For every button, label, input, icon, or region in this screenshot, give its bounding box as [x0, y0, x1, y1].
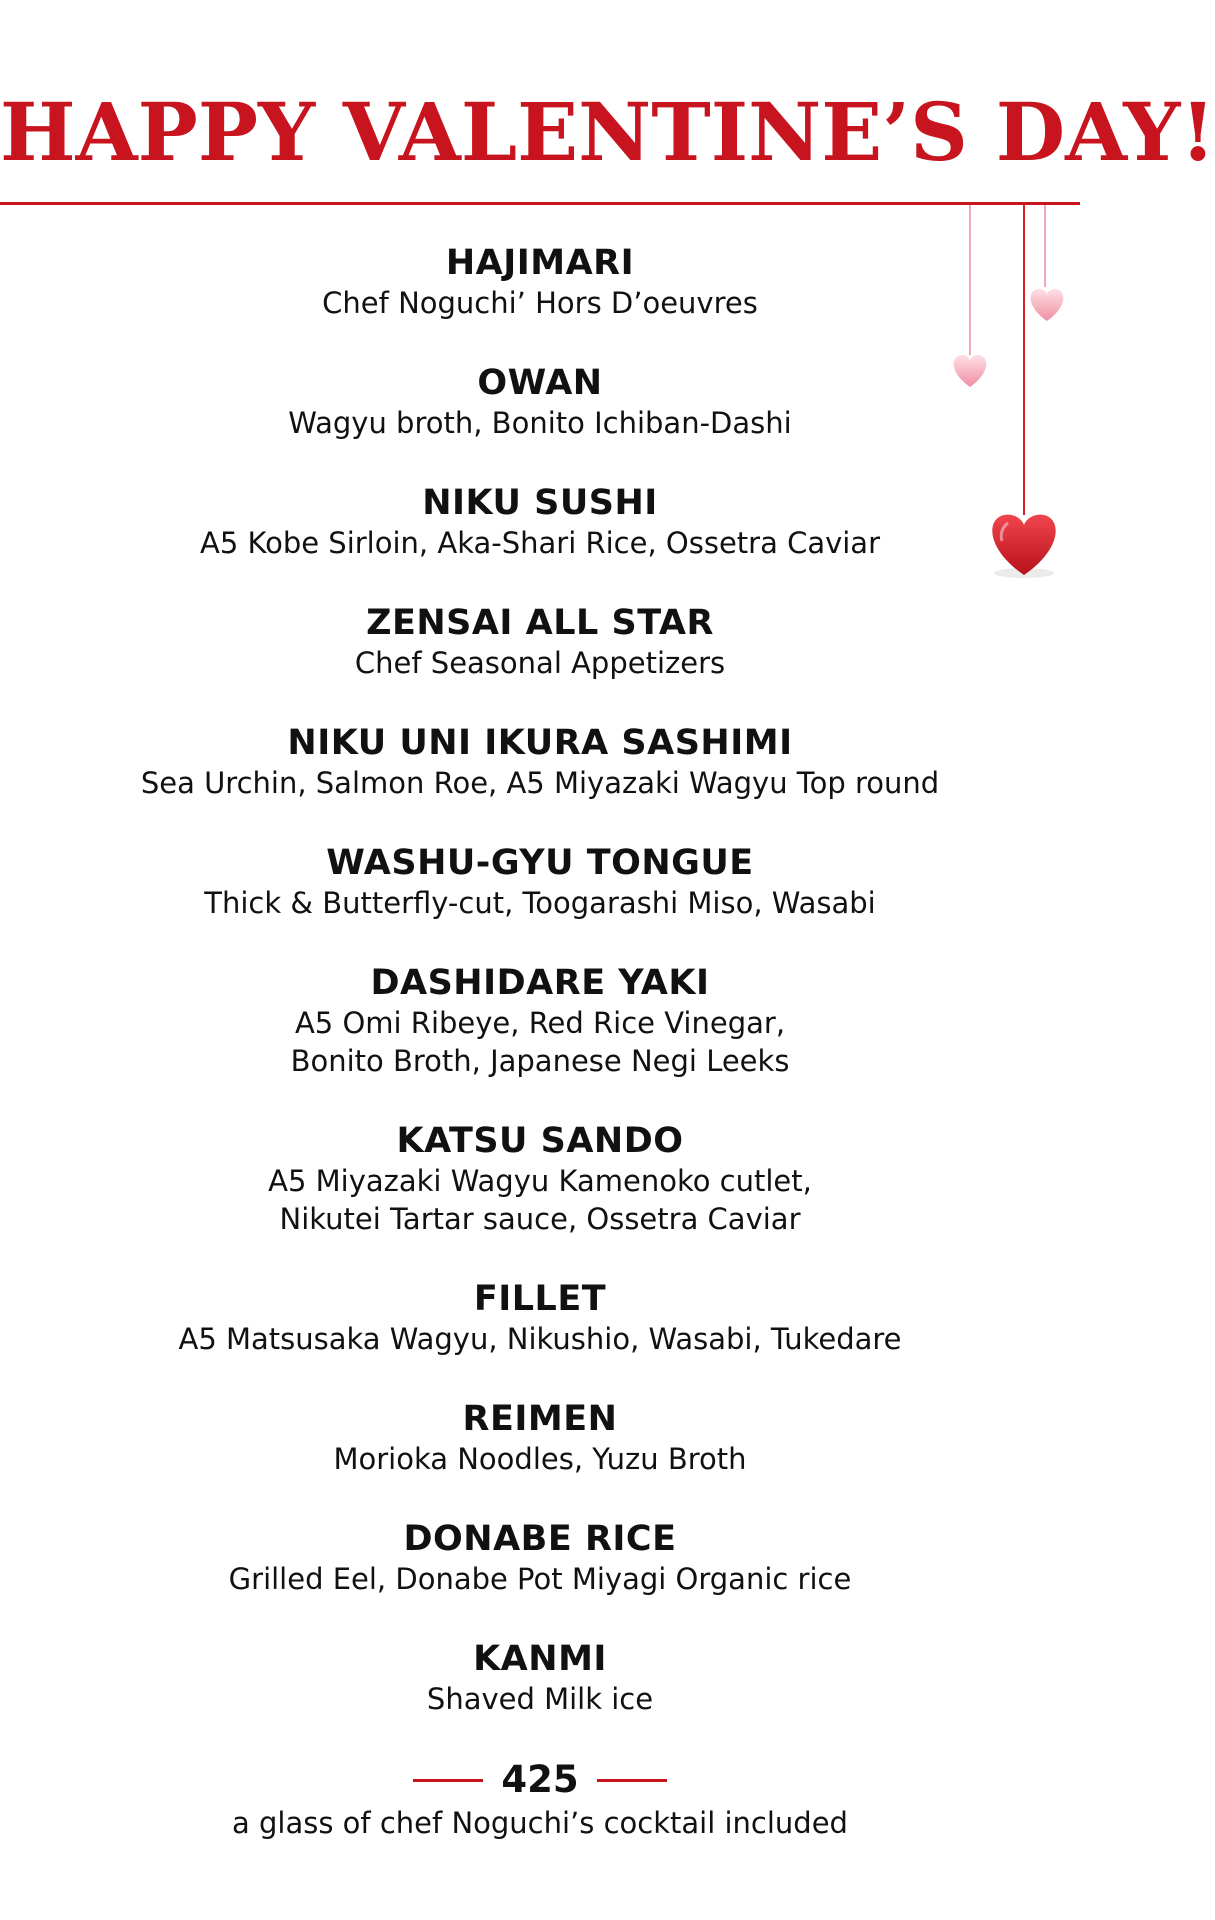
course-item: [0, 1398, 1080, 1478]
price-note: a glass of chef Noguchi’s cocktail included: [232, 1806, 848, 1840]
course-description: Sea Urchin, Salmon Roe, A5 Miyazaki Wagyu Top round: [140, 766, 940, 800]
course-name: NIKU SUSHI: [422, 483, 658, 523]
course-item: [0, 482, 1080, 562]
course-item: [0, 1278, 1080, 1358]
course-name: FILLET: [473, 1279, 607, 1319]
course-item: [0, 842, 1080, 922]
course-name: HAJIMARI: [445, 243, 635, 283]
course-description: Shaved Milk ice: [426, 1682, 654, 1716]
course-description: Thick & Butterfly-cut, Toogarashi Miso, Wasabi: [204, 886, 876, 920]
course-description: Grilled Eel, Donabe Pot Miyagi Organic rice: [228, 1562, 852, 1596]
course-description: Wagyu broth, Bonito Ichiban-Dashi: [288, 406, 792, 440]
course-item: [0, 1638, 1080, 1718]
course-description: Chef Noguchi’ Hors D’oeuvres: [322, 286, 758, 320]
course-name: DONABE RICE: [403, 1519, 677, 1559]
course-name: OWAN: [477, 363, 603, 403]
page-title: HAPPY VALENTINE’S DAY!: [0, 85, 1215, 179]
course-name: ZENSAI ALL STAR: [366, 603, 714, 643]
course-item: [0, 1518, 1080, 1598]
course-description: A5 Omi Ribeye, Red Rice Vinegar, Bonito Broth, Japanese Negi Leeks: [290, 1006, 790, 1078]
course-name: REIMEN: [462, 1399, 618, 1439]
course-name: KATSU SANDO: [396, 1121, 684, 1161]
course-item: [0, 362, 1080, 442]
course-description: A5 Kobe Sirloin, Aka-Shari Rice, Ossetra Caviar: [200, 526, 880, 560]
course-item: [0, 722, 1080, 802]
course-description: Chef Seasonal Appetizers: [354, 646, 726, 680]
price-divider-right: [597, 1779, 667, 1782]
menu-price: 425: [501, 1758, 579, 1801]
course-name: WASHU-GYU TONGUE: [326, 843, 754, 883]
course-item: [0, 1120, 1080, 1238]
course-name: DASHIDARE YAKI: [370, 963, 710, 1003]
course-description: Morioka Noodles, Yuzu Broth: [333, 1442, 747, 1476]
price-divider-left: [413, 1779, 483, 1782]
course-name: NIKU UNI IKURA SASHIMI: [287, 723, 793, 763]
course-item: [0, 602, 1080, 682]
course-description: A5 Matsusaka Wagyu, Nikushio, Wasabi, Tukedare: [178, 1322, 902, 1356]
course-menu: [0, 242, 1080, 1842]
course-item: [0, 962, 1080, 1080]
title-divider: [0, 202, 1080, 205]
course-description: A5 Miyazaki Wagyu Kamenoko cutlet, Nikutei Tartar sauce, Ossetra Caviar: [268, 1164, 812, 1236]
course-name: KANMI: [473, 1639, 607, 1679]
course-item: [0, 242, 1080, 322]
price-row: [0, 1758, 1080, 1802]
